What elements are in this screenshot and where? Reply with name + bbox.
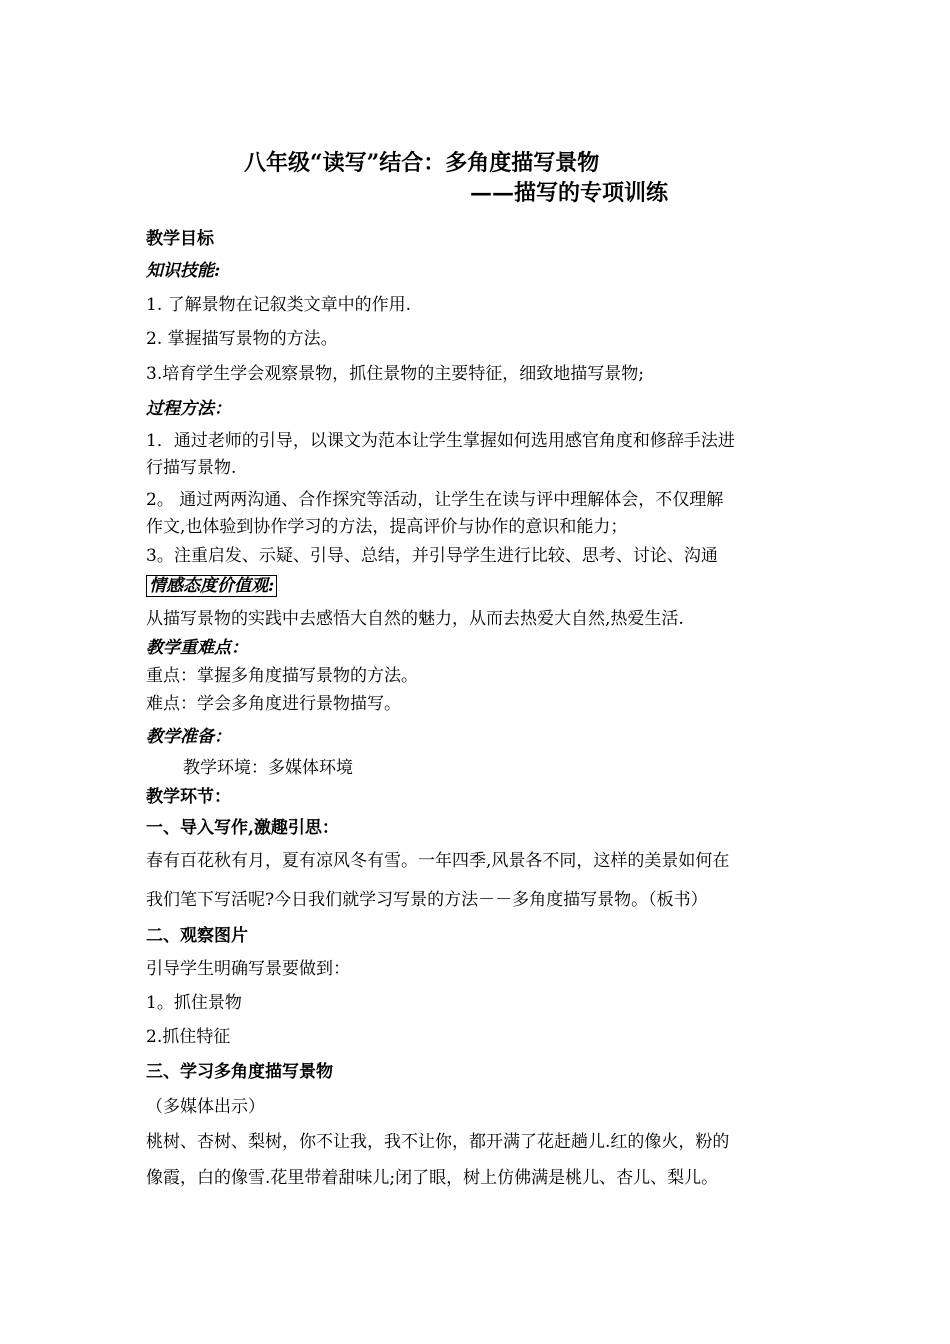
document-title: 八年级“读写”结合：多角度描写景物 — [244, 150, 600, 176]
paragraph-line: 我们笔下写活呢?今日我们就学习写景的方法－－多角度描写景物。（板书） — [146, 890, 708, 910]
paragraph-line: 重点：掌握多角度描写景物的方法。 — [146, 666, 418, 686]
paragraph-line: 1. 了解景物在记叙类文章中的作用. — [146, 295, 412, 315]
subheading-emotion-values-row — [146, 575, 277, 597]
section-heading-1: 一、导入写作,激趣引思： — [146, 818, 339, 838]
paragraph-line: 像霞，白的像雪.花里带着甜味儿;闭了眼，树上仿佛满是桃儿、杏儿、梨儿。 — [146, 1168, 719, 1188]
paragraph-line: 难点：学会多角度进行景物描写。 — [146, 694, 401, 714]
paragraph-line: 引导学生明确写景要做到： — [146, 959, 350, 979]
subheading-knowledge-skills: 知识技能: — [146, 261, 221, 281]
paragraph-line: 桃树、杏树、梨树，你不让我，我不让你，都开满了花赶趟儿.红的像火，粉的 — [146, 1132, 730, 1152]
subheading-emotion-values: 情感态度价值观: — [146, 575, 277, 597]
paragraph-line: 行描写景物. — [146, 458, 237, 478]
paragraph-line: 3.培育学生学会观察景物，抓住景物的主要特征，细致地描写景物; — [146, 364, 644, 384]
section-heading-3: 三、学习多角度描写景物 — [146, 1062, 333, 1082]
heading-teaching-steps: 教学环节： — [146, 787, 231, 807]
paragraph-line: 1．通过老师的引导，以课文为范本让学生掌握如何选用感官角度和修辞手法进 — [146, 431, 735, 451]
subheading-process-methods: 过程方法： — [146, 399, 231, 419]
paragraph-line: 2. 掌握描写景物的方法。 — [146, 329, 338, 349]
heading-teaching-goals: 教学目标 — [146, 229, 214, 249]
paragraph-line: 春有百花秋有月，夏有凉风冬有雪。一年四季,风景各不同，这样的美景如何在 — [146, 851, 730, 871]
section-heading-2: 二、观察图片 — [146, 926, 248, 946]
list-item: 1。抓住景物 — [146, 993, 242, 1013]
paragraph-line: 3。注重启发、示疑、引导、总结，并引导学生进行比较、思考、讨论、沟通 — [146, 546, 718, 566]
paragraph-line: 作文,也体验到协作学习的方法，提高评价与协作的意识和能力； — [146, 517, 628, 537]
paragraph-line: 教学环境：多媒体环境 — [183, 758, 353, 778]
heading-teaching-preparation: 教学准备： — [146, 727, 231, 747]
paragraph-line: 从描写景物的实践中去感悟大自然的魅力，从而去热爱大自然,热爱生活. — [146, 609, 684, 629]
paragraph-line: （多媒体出示） — [146, 1097, 265, 1117]
list-item: 2.抓住特征 — [146, 1027, 231, 1047]
document-subtitle: ——描写的专项训练 — [470, 180, 669, 206]
heading-key-difficult-points: 教学重难点： — [146, 638, 248, 658]
paragraph-line: 2。 通过两两沟通、合作探究等活动，让学生在读与评中理解体会，不仅理解 — [146, 490, 724, 510]
